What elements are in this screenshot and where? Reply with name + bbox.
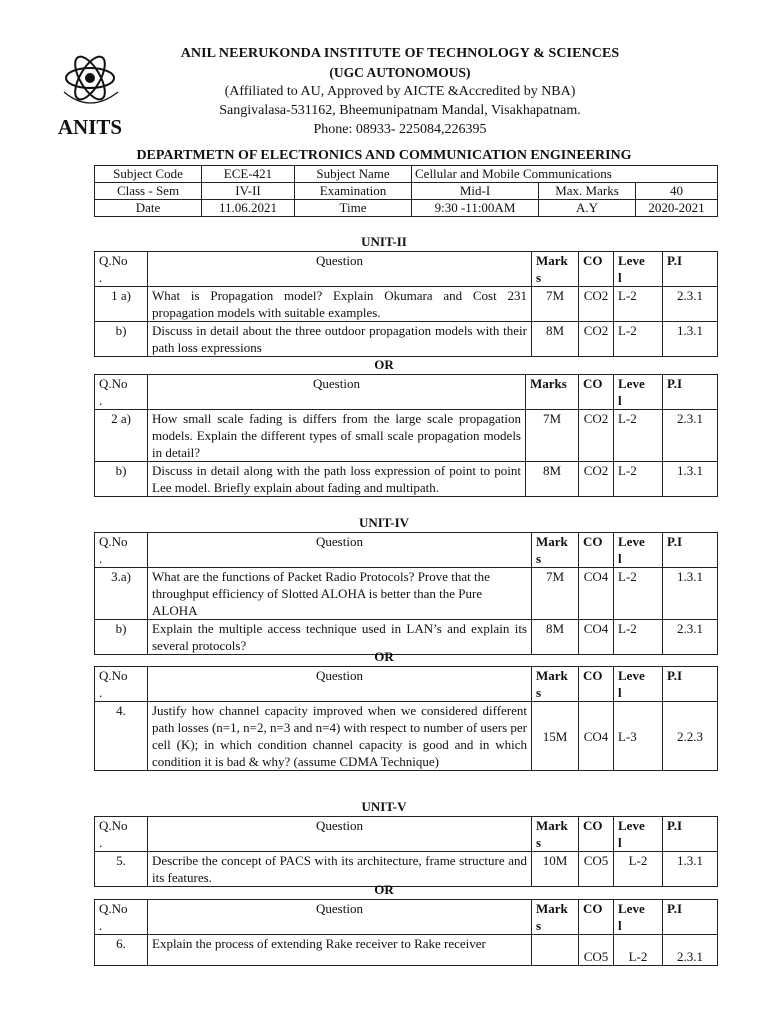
unit-title: UNIT-V: [361, 799, 407, 814]
col-pi: P.I: [663, 252, 718, 287]
date-label: Date: [95, 200, 202, 217]
col-pi: P.I: [663, 817, 718, 852]
col-qno: Q.No .: [95, 533, 148, 568]
address-line: Sangivalasa-531162, Bheemunipatnam Mandal, Visakhapatnam.: [219, 103, 581, 118]
marks: 10M: [532, 852, 579, 887]
col-co: CO: [579, 900, 614, 935]
col-question: Question: [148, 817, 532, 852]
col-qno: Q.No .: [95, 375, 148, 410]
col-level: Leve l: [614, 533, 663, 568]
table-row: [95, 935, 718, 966]
question-number: b): [95, 620, 148, 655]
col-marks: Mark s: [532, 252, 579, 287]
col-pi: P.I: [663, 533, 718, 568]
question-text: Justify how channel capacity improved when we considered different path losses (n=1, n=2, n=3 and n=4) with respect to number of users per cell (K); in which condition channel capacity is good and in which condition it is bad & why? (assume CDMA Technique): [148, 702, 532, 771]
col-pi: P.I: [663, 900, 718, 935]
level: L-2: [614, 852, 663, 887]
co: CO4: [579, 568, 614, 620]
pi: 1.3.1: [663, 852, 718, 887]
level: L-2: [614, 462, 663, 497]
col-co: CO: [579, 667, 614, 702]
co: CO2: [579, 287, 614, 322]
co: CO4: [579, 620, 614, 655]
col-question: Question: [148, 375, 526, 410]
col-qno: Q.No .: [95, 667, 148, 702]
question-text: Explain the multiple access technique used in LAN’s and explain its several protocols?: [148, 620, 532, 655]
or-separator: OR: [374, 649, 394, 664]
marks: 7M: [532, 568, 579, 620]
or-separator: OR: [374, 357, 394, 372]
col-marks: Mark s: [532, 667, 579, 702]
co: CO5: [579, 852, 614, 887]
col-question: Question: [148, 252, 532, 287]
exam-info-table: [94, 165, 718, 217]
or-separator: OR: [374, 882, 394, 897]
time-value: 9:30 -11:00AM: [412, 200, 539, 217]
pi: 2.2.3: [663, 702, 718, 771]
marks: 7M: [532, 287, 579, 322]
col-pi: P.I: [663, 375, 718, 410]
subject-name-label: Subject Name: [295, 166, 412, 183]
institute-name: ANIL NEERUKONDA INSTITUTE OF TECHNOLOGY & SCIENCES: [180, 46, 620, 61]
co: CO2: [579, 462, 614, 497]
co: CO2: [579, 410, 614, 462]
subject-code-label: Subject Code: [95, 166, 202, 183]
col-marks: Marks: [526, 375, 579, 410]
level: L-2: [614, 935, 663, 966]
question-text: What is Propagation model? Explain Okumara and Cost 231 propagation models with suitable examples.: [148, 287, 532, 322]
co: CO2: [579, 322, 614, 357]
col-qno: Q.No .: [95, 252, 148, 287]
ay-value: 2020-2021: [636, 200, 718, 217]
unit-title: UNIT-II: [361, 234, 407, 249]
pi: 1.3.1: [663, 568, 718, 620]
pi: 1.3.1: [663, 322, 718, 357]
level: L-2: [614, 410, 663, 462]
table-row: [95, 322, 718, 357]
col-marks: Mark s: [532, 900, 579, 935]
question-text: How small scale fading is differs from the large scale propagation models. Explain the different types of small scale propagation models in detail?: [148, 410, 526, 462]
header-block: [140, 44, 660, 139]
col-level: Leve l: [614, 667, 663, 702]
level: L-2: [614, 322, 663, 357]
question-number: 3.a): [95, 568, 148, 620]
subject-name: Cellular and Mobile Communications: [412, 166, 718, 183]
marks: 8M: [526, 462, 579, 497]
col-level: Leve l: [614, 375, 663, 410]
level: L-3: [614, 702, 663, 771]
anits-emblem-icon: [52, 44, 132, 136]
question-text: Discuss in detail about the three outdoor propagation models with their path loss expressions: [148, 322, 532, 357]
marks: 8M: [532, 322, 579, 357]
question-text: Describe the concept of PACS with its architecture, frame structure and its features.: [148, 852, 532, 887]
col-co: CO: [579, 533, 614, 568]
col-question: Question: [148, 533, 532, 568]
exam-value: Mid-I: [412, 183, 539, 200]
level: L-2: [614, 620, 663, 655]
exam-label: Examination: [295, 183, 412, 200]
table-row: [95, 287, 718, 322]
col-co: CO: [579, 375, 614, 410]
autonomous-label: (UGC AUTONOMOUS): [329, 65, 471, 80]
question-number: 2 a): [95, 410, 148, 462]
col-pi: P.I: [663, 667, 718, 702]
table-header: [95, 533, 718, 568]
date-value: 11.06.2021: [202, 200, 295, 217]
question-table: [94, 816, 718, 887]
question-number: 4.: [95, 702, 148, 771]
question-number: b): [95, 322, 148, 357]
class-label: Class - Sem: [95, 183, 202, 200]
col-question: Question: [148, 900, 532, 935]
anits-logo: [52, 44, 132, 136]
info-row: [95, 166, 718, 183]
info-row: [95, 200, 718, 217]
level: L-2: [614, 287, 663, 322]
class-value: IV-II: [202, 183, 295, 200]
table-header: [95, 900, 718, 935]
question-text: Discuss in detail along with the path loss expression of point to point Lee model. Briefly explain about fading and multipath.: [148, 462, 526, 497]
marks: 15M: [532, 702, 579, 771]
col-level: Leve l: [614, 817, 663, 852]
table-header: [95, 252, 718, 287]
col-qno: Q.No .: [95, 900, 148, 935]
question-table: [94, 374, 718, 497]
marks: [532, 935, 579, 966]
ay-label: A.Y: [539, 200, 636, 217]
table-row: [95, 702, 718, 771]
table-row: [95, 568, 718, 620]
time-label: Time: [295, 200, 412, 217]
co: CO5: [579, 935, 614, 966]
affiliation-line: (Affiliated to AU, Approved by AICTE &Accredited by NBA): [224, 84, 576, 99]
co: CO4: [579, 702, 614, 771]
question-table: [94, 251, 718, 357]
table-header: [95, 817, 718, 852]
logo-text: ANITS: [57, 115, 123, 136]
marks: 7M: [526, 410, 579, 462]
pi: 2.3.1: [663, 935, 718, 966]
max-marks: 40: [636, 183, 718, 200]
pi: 2.3.1: [663, 287, 718, 322]
phone-line: Phone: 08933- 225084,226395: [313, 122, 487, 137]
max-marks-label: Max. Marks: [539, 183, 636, 200]
pi: 2.3.1: [663, 410, 718, 462]
question-table: [94, 899, 718, 966]
department-title: DEPARTMETN OF ELECTRONICS AND COMMUNICATION ENGINEERING: [136, 148, 632, 163]
col-marks: Mark s: [532, 817, 579, 852]
col-qno: Q.No .: [95, 817, 148, 852]
table-header: [95, 667, 718, 702]
marks: 8M: [532, 620, 579, 655]
question-number: 6.: [95, 935, 148, 966]
col-co: CO: [579, 252, 614, 287]
col-co: CO: [579, 817, 614, 852]
question-text: Explain the process of extending Rake receiver to Rake receiver: [148, 935, 532, 966]
pi: 2.3.1: [663, 620, 718, 655]
info-row: [95, 183, 718, 200]
question-number: 1 a): [95, 287, 148, 322]
question-text: What are the functions of Packet Radio Protocols? Prove that the throughput efficiency of Slotted ALOHA is better than the Pure ALOHA: [148, 568, 532, 620]
col-question: Question: [148, 667, 532, 702]
level: L-2: [614, 568, 663, 620]
pi: 1.3.1: [663, 462, 718, 497]
col-marks: Mark s: [532, 533, 579, 568]
question-number: b): [95, 462, 148, 497]
subject-code: ECE-421: [202, 166, 295, 183]
unit-title: UNIT-IV: [358, 515, 410, 530]
col-level: Leve l: [614, 900, 663, 935]
table-row: [95, 410, 718, 462]
table-row: [95, 462, 718, 497]
table-header: [95, 375, 718, 410]
col-level: Leve l: [614, 252, 663, 287]
question-table: [94, 532, 718, 655]
question-table: [94, 666, 718, 771]
question-number: 5.: [95, 852, 148, 887]
